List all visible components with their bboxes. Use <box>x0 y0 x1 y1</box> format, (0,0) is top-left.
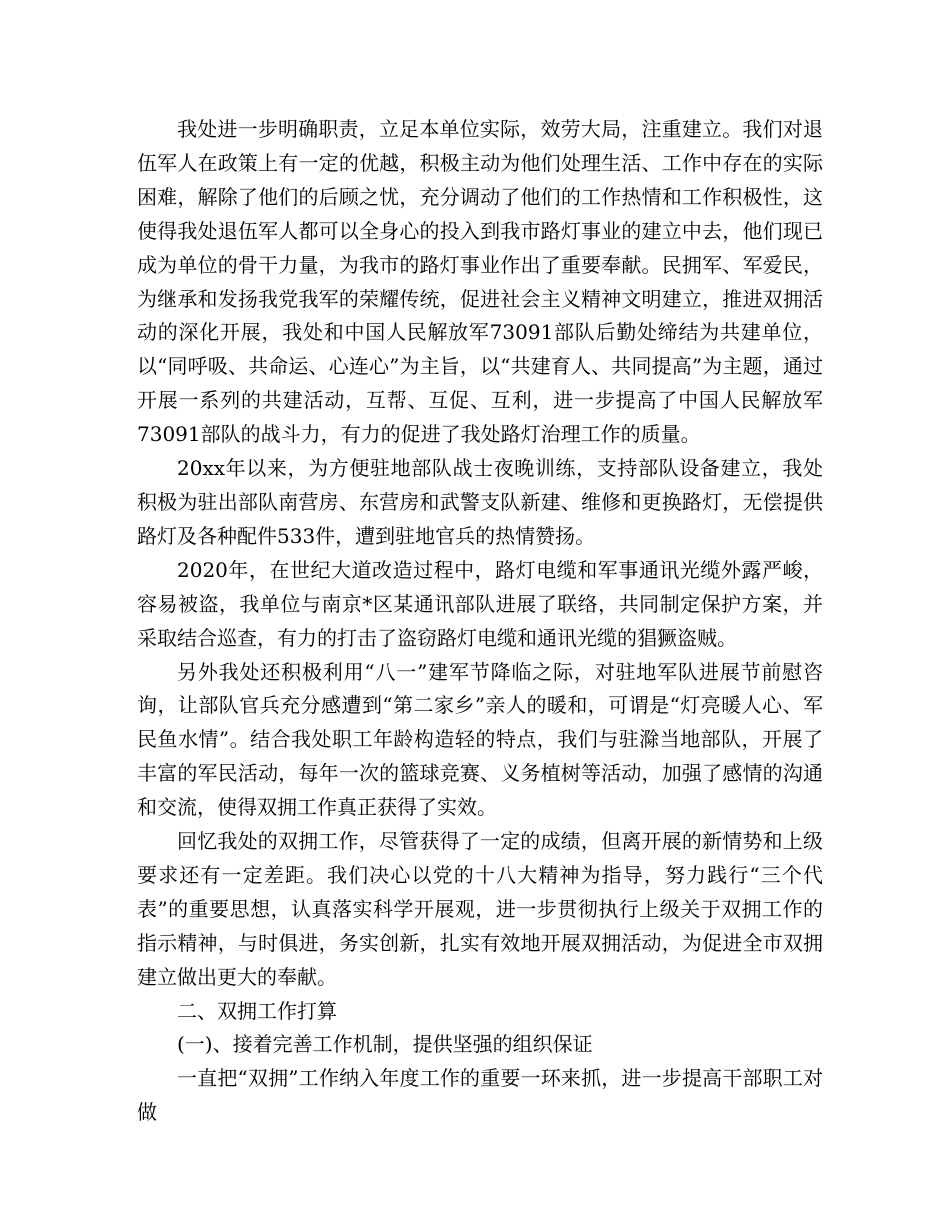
paragraph-annual-priority: 一直把“双拥”工作纳入年度工作的重要一环来抓，进一步提高干部职工对做 <box>137 1066 823 1125</box>
paragraph-street-lights-for-troops: 20xx年以来，为方便驻地部队战士夜晚训练，支持部队设备建立，我处积极为驻出部队南营房、东营房和武警支队新建、维修和更换路灯，无偿提供路灯及各种配件533件，遭到驻地官兵的热情赞扬。 <box>137 456 823 548</box>
paragraph-veteran-support: 我处进一步明确职责，立足本单位实际，效劳大局，注重建立。我们对退伍军人在政策上有一定的优越，积极主动为他们处理生活、工作中存在的实际困难，解除了他们的后顾之忧，充分调动了他们的工作热情和工作积极性，这使得我处退伍军人都可以全身心的投入到我市路灯事业的建立中去，他们现已成为单位的骨干力量，为我市的路灯事业作出了重要奉献。民拥军、军爱民，为继承和发扬我党我军的荣耀传统，促进社会主义精神文明建立，推进双拥活动的深化开展，我处和中国人民解放军73091部队后勤处缔结为共建单位，以“同呼吸、共命运、心连心”为主旨，以“共建育人、共同提高”为主题，通过开展一系列的共建活动，互帮、互促、互利，进一步提高了中国人民解放军73091部队的战斗力，有力的促进了我处路灯治理工作的质量。 <box>137 117 823 447</box>
section-heading-work-plan: 二、双拥工作打算 <box>177 998 337 1023</box>
document-page <box>137 113 823 1130</box>
paragraph-cable-protection: 2020年，在世纪大道改造过程中，路灯电缆和军事通讯光缆外露严峻，容易被盗，我单位与南京*区某通讯部队进展了联络，共同制定保护方案，并采取结合巡查，有力的打击了盗窃路灯电缆和通讯光缆的猖獗盗贼。 <box>137 557 823 650</box>
paragraph-review-and-outlook: 回忆我处的双拥工作，尽管获得了一定的成绩，但离开展的新情势和上级要求还有一定差距。我们决心以党的十八大精神为指导，努力践行“三个代表”的重要思想，认真落实科学开展观，进一步贯彻执行上级关于双拥工作的指示精神，与时俱进，务实创新，扎实有效地开展双拥活动，为促进全市双拥建立做出更大的奉献。 <box>137 829 823 989</box>
paragraph-august-first-visits: 另外我处还积极利用“八一”建军节降临之际，对驻地军队进展节前慰咨询，让部队官兵充分感遭到“第二家乡”亲人的暖和，可谓是“灯亮暖人心、军民鱼水情”。结合我处职工年龄构造轻的特点，我们与驻滁当地部队，开展了丰富的军民活动，每年一次的篮球竞赛、义务植树等活动，加强了感情的沟通和交流，使得双拥工作真正获得了实效。 <box>137 659 823 820</box>
subsection-heading-mechanism: (一)、接着完善工作机制，提供坚强的组织保证 <box>177 1032 593 1057</box>
